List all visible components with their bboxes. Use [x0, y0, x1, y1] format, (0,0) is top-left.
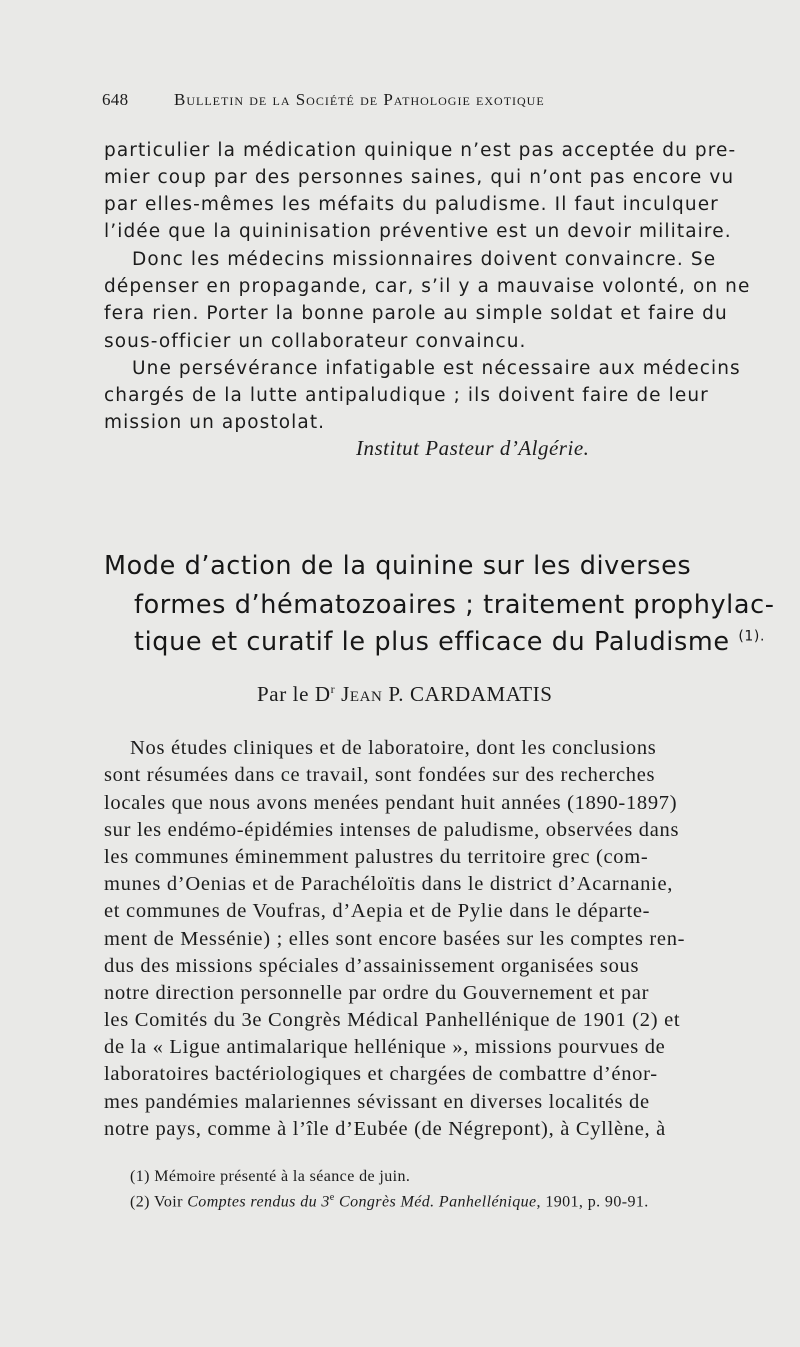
- intro-line: Une persévérance infatigable est nécessaire aux médecins: [132, 358, 741, 379]
- page-number: 648: [102, 90, 129, 109]
- article-title-line: Mode d’action de la quinine sur les diverses: [104, 551, 692, 581]
- body-line: de la « Ligue antimalarique hellénique », missions pourvues de: [104, 1036, 666, 1058]
- footnote-2-prefix: (2) Voir: [130, 1193, 188, 1211]
- footnote-2-sup: e: [329, 1192, 335, 1203]
- body-line: les Comités du 3e Congrès Médical Panhellénique de 1901 (2) et: [104, 1009, 681, 1031]
- footnote-1: (1) Mémoire présenté à la séance de juin.: [130, 1168, 411, 1185]
- intro-line: l’idée que la quininisation préventive est un devoir militaire.: [104, 221, 732, 242]
- intro-line: particulier la médication quinique n’est pas acceptée du pre-: [104, 140, 737, 161]
- intro-line: chargés de la lutte antipaludique ; ils doivent faire de leur: [104, 385, 709, 406]
- author-prefix: Par le D: [257, 682, 331, 706]
- author-first-name: Jean: [341, 682, 383, 706]
- intro-line: Donc les médecins missionnaires doivent convaincre. Se: [132, 249, 717, 270]
- footnote-2-title-a: Comptes rendus du 3: [187, 1193, 330, 1211]
- running-title: Bulletin de la Société de Pathologie exotique: [174, 90, 545, 109]
- body-line: mes pandémies malariennes sévissant en diverses localités de: [104, 1091, 650, 1113]
- intro-line: fera rien. Porter la bonne parole au simple soldat et faire du: [104, 303, 728, 324]
- signature: Institut Pasteur d’Algérie.: [356, 436, 590, 460]
- body-line: notre direction personnelle par ordre du Gouvernement et par: [104, 982, 650, 1004]
- intro-line: sous-officier un collaborateur convaincu.: [104, 331, 527, 352]
- body-line: locales que nous avons menées pendant huit années (1890-1897): [104, 792, 678, 814]
- body-line: munes d’Oenias et de Parachéloïtis dans le district d’Acarnanie,: [104, 873, 674, 895]
- body-line: dus des missions spéciales d’assainissement organisées sous: [104, 955, 640, 977]
- intro-line: par elles-mêmes les méfaits du paludisme. Il faut inculquer: [104, 194, 719, 215]
- article-title-text: tique et curatif le plus efficace du Paludisme: [134, 627, 730, 657]
- intro-line: dépenser en propagande, car, s’il y a mauvaise volonté, on ne: [104, 276, 751, 297]
- body-line: notre pays, comme à l’île d’Eubée (de Négrepont), à Cyllène, à: [104, 1118, 666, 1140]
- body-line: Nos études cliniques et de laboratoire, dont les conclusions: [130, 737, 657, 759]
- author-surname: P. CARDAMATIS: [388, 682, 553, 706]
- body-line: ment de Messénie) ; elles sont encore basées sur les comptes ren-: [104, 928, 686, 950]
- body-line: les communes éminemment palustres du territoire grec (com-: [104, 846, 649, 868]
- body-line: sur les endémo-épidémies intenses de paludisme, observées dans: [104, 819, 680, 841]
- footnote-2-title-b: Congrès Méd. Panhellénique: [334, 1193, 537, 1211]
- title-footnote-ref: (1).: [738, 628, 766, 645]
- article-title-line: formes d’hématozoaires ; traitement prophylac-: [134, 590, 775, 620]
- footnote-2: [130, 1192, 649, 1211]
- intro-line: mission un apostolat.: [104, 412, 326, 433]
- body-line: laboratoires bactériologiques et chargées de combattre d’énor-: [104, 1063, 658, 1085]
- intro-line: mier coup par des personnes saines, qui n’ont pas encore vu: [104, 167, 735, 188]
- footnote-2-suffix: , 1901, p. 90-91.: [536, 1193, 649, 1211]
- body-line: et communes de Voufras, d’Aepia et de Pylie dans le départe-: [104, 900, 651, 922]
- author-title-sup: r: [330, 682, 336, 696]
- body-line: sont résumées dans ce travail, sont fondées sur des recherches: [104, 764, 656, 786]
- author-line: [257, 682, 553, 707]
- article-title-line: [134, 627, 765, 657]
